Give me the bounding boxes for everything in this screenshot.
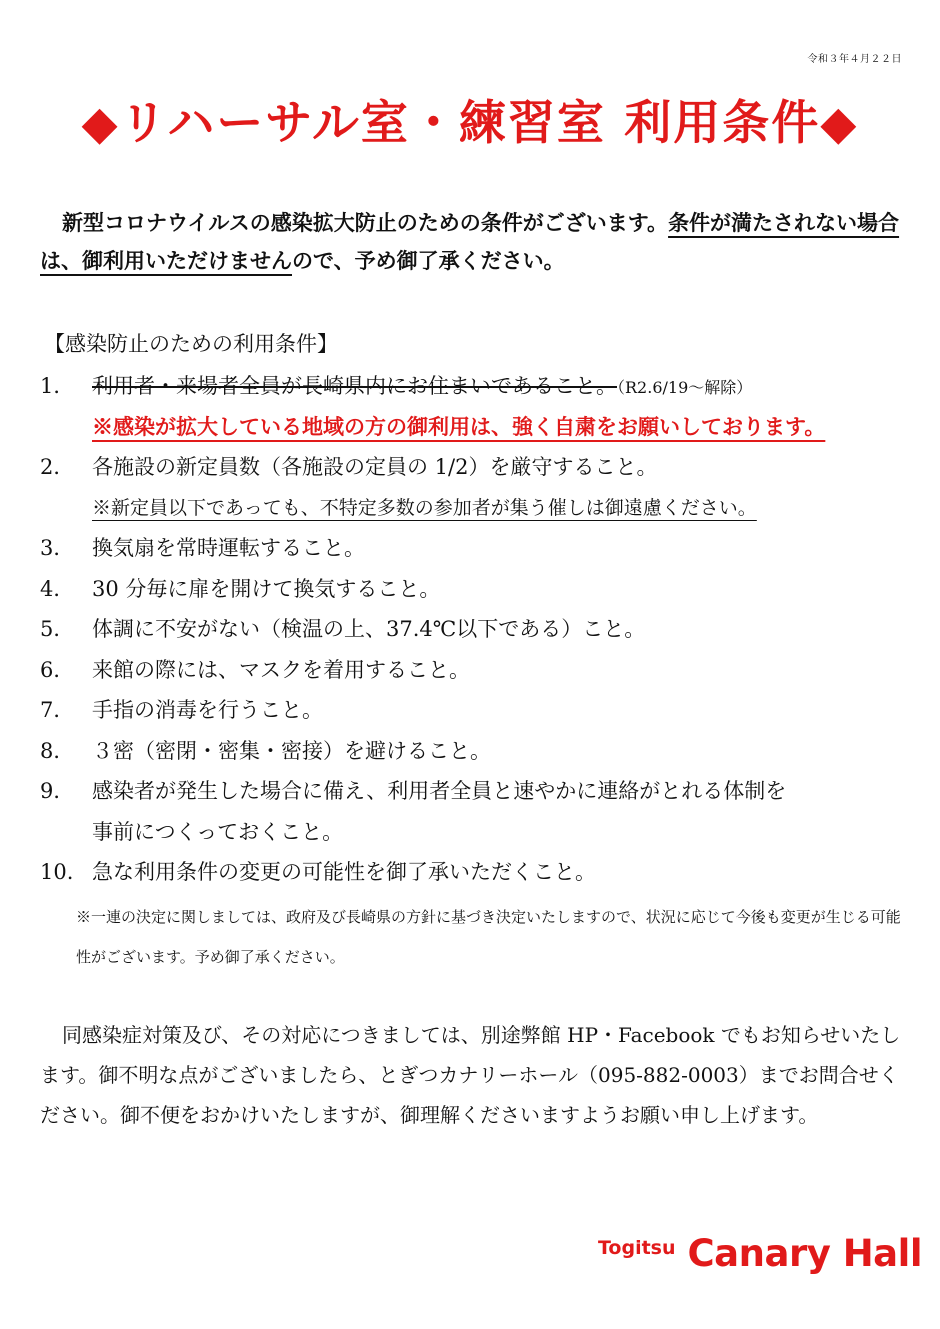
list-item-1-note [40,407,910,448]
list-item-8 [40,731,910,772]
item-number: 1． [40,374,75,398]
item-number: 8． [40,738,75,763]
list-item-3 [40,528,910,569]
list-item-9 [40,771,910,812]
item-number: 6． [40,657,75,682]
list-item-5 [40,609,910,650]
item-text-continued: 事前につくっておくこと。 [92,819,344,844]
item-text: 感染者が発生した場合に備え、利用者全員と速やかに連絡がとれる体制を [92,779,787,803]
item-text: 30 分毎に扉を開けて換気すること。 [92,576,441,601]
item-number: 4． [40,576,75,601]
canary-hall-logo [598,1232,922,1292]
intro-underlined-text: 条件が満たされない場合は、御利用いただけません [40,210,900,273]
list-item-10 [40,852,910,893]
item-text: ３密（密閉・密集・密接）を避けること。 [92,738,491,763]
struck-condition-text: 利用者・来場者全員が長崎県内にお住まいであること。 [92,374,617,398]
item-number: 2． [40,455,75,479]
list-item-2-note [40,488,910,529]
lifted-note: （R2.6/19〜解除） [617,378,753,397]
list-item-1 [40,366,910,407]
item-text: 急な利用条件の変更の可能性を御了承いただくこと。 [92,860,596,884]
intro-text-part2: ので、予め御了承ください。 [292,248,565,273]
document-date: 令和３年４月２２日 [807,54,902,65]
policy-note: ※一連の決定に関しましては、政府及び長崎県の方針に基づき決定いたしますので、状況に応じて今後も変更が生じる可能性がございます。予め御了承ください。 [76,908,901,966]
red-warning-note: ※感染が拡大している地域の方の御利用は、強く自粛をお願いしております。 [92,413,826,439]
intro-text-part1: 新型コロナウイルスの感染拡大防止のための条件がございます。 [62,210,669,235]
item-text: 来館の際には、マスクを着用すること。 [92,657,470,682]
list-item-6 [40,650,910,691]
intro-paragraph [40,204,904,280]
logo-canary-hall-text: Canary Hall [687,1232,923,1275]
list-item-9-continued [40,812,910,853]
list-item-2 [40,447,910,488]
item-text: 換気扇を常時運転すること。 [92,536,365,560]
page-title: ◆リハーサル室・練習室 利用条件◆ [81,96,859,151]
section-heading: 【感染防止のための利用条件】 [44,332,338,356]
item-text: 体調に不安がない（検温の上、37.4℃以下である）こと。 [92,617,646,641]
item-text: 手指の消毒を行うこと。 [92,698,323,722]
closing-paragraph: 同感染症対策及び、その対応につきましては、別途弊館 HP・Facebook でもお知らせいたします。御不明な点がございましたら、とぎつカナリーホール（095-882-0003）までお問合せください。御不便をおかけいたしますが、御理解くださいますようお願い申し上げます。 [40,1023,901,1127]
item-number: 9． [40,779,75,803]
item-text: 各施設の新定員数（各施設の定員の 1/2）を厳守すること。 [92,455,658,479]
item-number: 10. [40,860,74,884]
list-item-7 [40,690,910,731]
item-number: 5． [40,617,75,641]
item-number: 7． [40,698,75,722]
list-item-4 [40,569,910,610]
sub-note: ※新定員以下であっても、不特定多数の参加者が集う催しは御遠慮ください。 [92,496,757,519]
logo-togitsu-text: Togitsu [598,1237,676,1259]
item-number: 3． [40,536,75,560]
conditions-list [40,366,910,893]
